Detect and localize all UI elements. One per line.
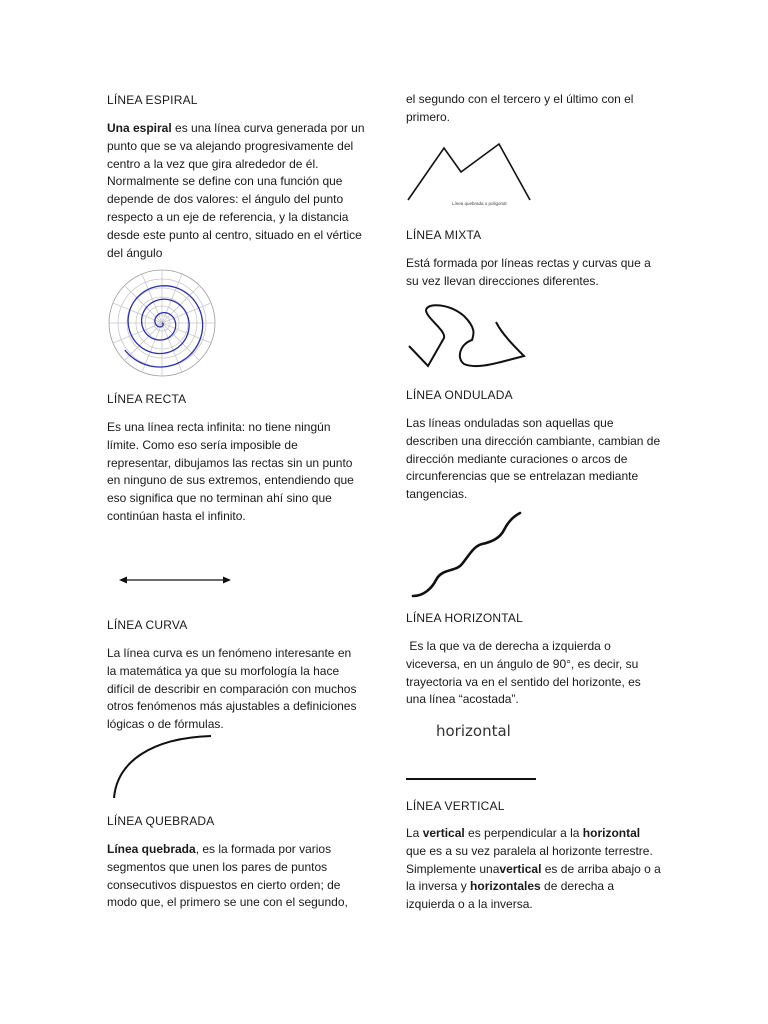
paragraph-espiral bbox=[107, 120, 365, 262]
straight-line-figure bbox=[119, 574, 231, 586]
vertical-text-5: de derecha a izquierda o a la inversa. bbox=[406, 879, 615, 912]
heading-linea-curva: LÍNEA CURVA bbox=[107, 618, 188, 632]
heading-linea-vertical: LÍNEA VERTICAL bbox=[406, 799, 505, 813]
arrow-right-icon bbox=[223, 577, 231, 584]
term-espiral: Una espiral bbox=[107, 121, 172, 135]
paragraph-vertical bbox=[406, 825, 662, 914]
heading-linea-recta: LÍNEA RECTA bbox=[107, 392, 187, 406]
term-linea-quebrada: Línea quebrada bbox=[107, 842, 196, 856]
heading-linea-ondulada: LÍNEA ONDULADA bbox=[406, 388, 513, 402]
arrow-left-icon bbox=[119, 577, 127, 584]
broken-line-caption: Línea quebrada o poligonal bbox=[452, 201, 507, 206]
term-horizontal: horizontal bbox=[582, 826, 641, 840]
term-vertical-2: vertical bbox=[499, 861, 542, 876]
wavy-line-figure bbox=[410, 510, 524, 600]
paragraph-quebrada-text: , es la formada por varios segmentos que unen los pares de puntos consecutivos dispuestos en cierto orden; de modo que, el primero se une con el segundo, bbox=[107, 842, 348, 910]
heading-linea-horizontal: LÍNEA HORIZONTAL bbox=[406, 611, 524, 625]
vertical-text-4: es de arriba abajo o a la inversa y bbox=[406, 861, 661, 894]
paragraph-ondulada: Las líneas onduladas son aquellas que describen una dirección cambiante, cambian de dirección mediante curaciones o arcos de circunferencias que se entrelazan mediante tangencias. bbox=[406, 416, 661, 502]
heading-linea-quebrada: LÍNEA QUEBRADA bbox=[107, 814, 215, 828]
heading-linea-mixta: LÍNEA MIXTA bbox=[406, 228, 482, 242]
paragraph-recta: Es una línea recta infinita: no tiene ningún límite. Como eso sería imposible de representar, dibujamos las rectas sin un punto en ninguno de sus extremos, entendiendo que eso significa que no terminan ahí sino que continúan hasta el infinito. bbox=[107, 420, 354, 523]
paragraph-horizontal: Es la que va de derecha a izquierda o viceversa, en un ángulo de 90°, es decir, su trayectoria va en el sentido del horizonte, es una línea “acostada”. bbox=[406, 639, 645, 707]
broken-line-figure bbox=[406, 142, 536, 208]
horizontal-line-figure bbox=[406, 778, 536, 780]
paragraph-quebrada bbox=[107, 841, 365, 912]
mixed-line-figure bbox=[406, 300, 530, 372]
curve-figure bbox=[111, 732, 215, 802]
paragraph-quebrada-continued: el segundo con el tercero y el último con el primero. bbox=[406, 92, 634, 124]
vertical-text-2: es perpendicular a la bbox=[464, 826, 583, 840]
vertical-text-3: que es a su vez paralela al horizonte terrestre. Simplemente una bbox=[406, 843, 653, 876]
spiral-figure bbox=[107, 268, 217, 378]
paragraph-mixta: Está formada por líneas rectas y curvas que a su vez llevan direcciones diferentes. bbox=[406, 256, 651, 288]
horizontal-figure-label: horizontal bbox=[436, 722, 511, 740]
paragraph-espiral-text: es una línea curva generada por un punto que se va alejando progresivamente del centro a la vez que gira alrededor de él. Normalmente se define con una función que depende de dos valores: el ángulo del punto respecto a un eje de referencia, y la distancia desde este punto al centro, situado en el vértice del ángulo bbox=[107, 121, 365, 260]
term-vertical: vertical bbox=[422, 826, 465, 840]
heading-linea-espiral: LÍNEA ESPIRAL bbox=[107, 93, 198, 107]
term-horizontales: horizontales bbox=[470, 879, 541, 894]
vertical-text-1: La bbox=[406, 826, 423, 840]
paragraph-curva: La línea curva es un fenómeno interesante en la matemática ya que su morfología la hace difícil de describir en comparación con muchos otros fenómenos más ajustables a definiciones lógicas o de fórmulas. bbox=[107, 646, 357, 732]
